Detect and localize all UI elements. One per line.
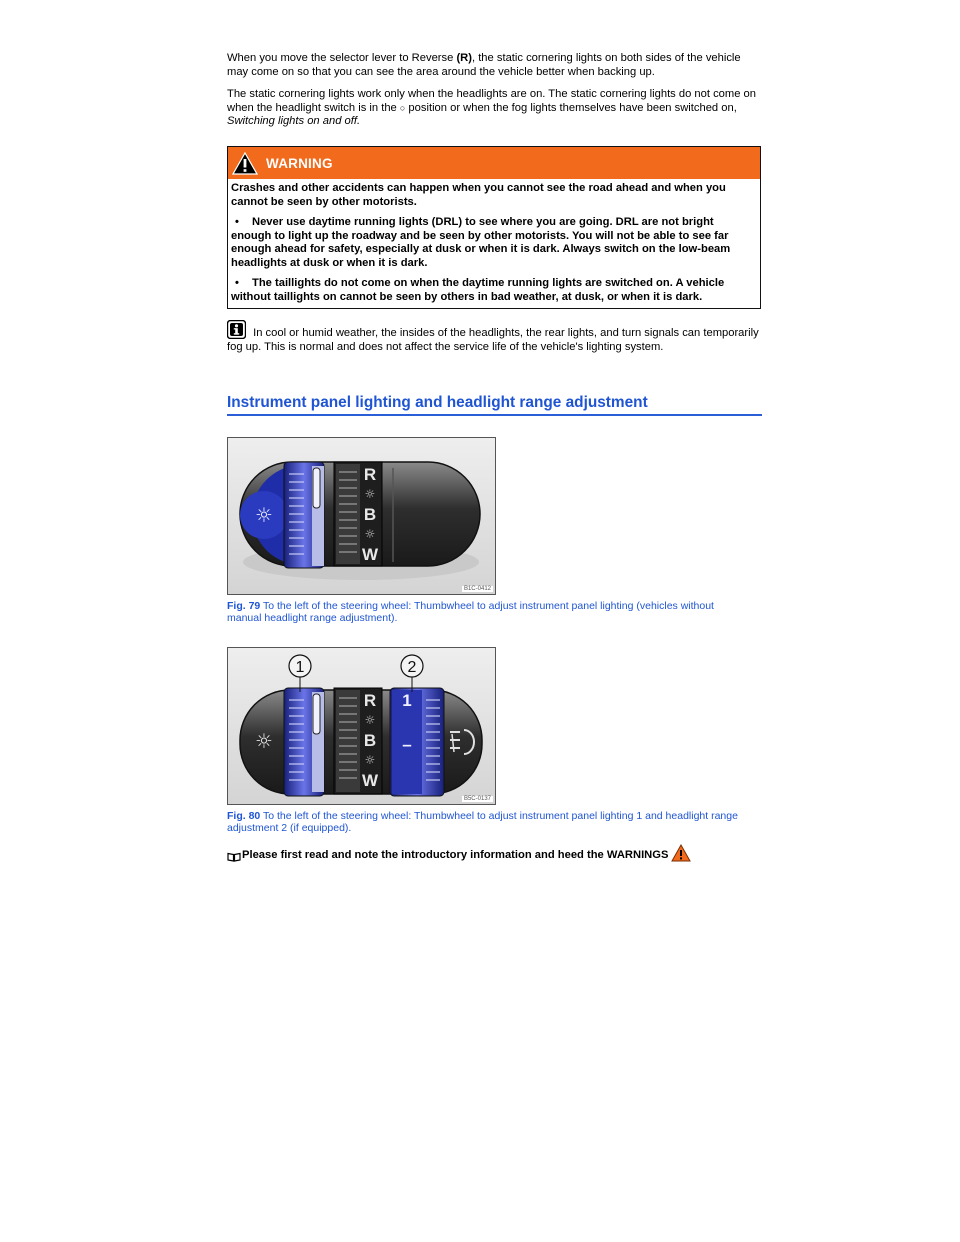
- note-text: In cool or humid weather, the insides of the headlights, the rear lights, and turn signals can temporarily fog up. This is normal and does not affect the service life of the vehicle's lighting system.: [227, 327, 759, 353]
- figure-label: Fig. 80: [227, 810, 261, 822]
- callout-2: 2: [407, 659, 417, 676]
- caption-text: To the left of the steering wheel: Thumbwheel to adjust instrument panel lighting (vehicles without manual headlight range adjustment).: [227, 600, 714, 624]
- warning-title: WARNING: [266, 155, 333, 171]
- figure-80-image: [227, 647, 496, 805]
- svg-text:☼: ☼: [364, 753, 376, 767]
- warning-triangle-icon[interactable]: [671, 844, 691, 862]
- position-label: W: [361, 771, 379, 790]
- caption-text: To the left of the steering wheel: Thumbwheel to adjust instrument panel lighting 1 and headlight range adjustment 2 (if equipped).: [227, 810, 738, 834]
- warning-body: [228, 179, 760, 308]
- bullet-text: The taillights do not come on when the daytime running lights are switched on. A vehicle without taillights on cannot be seen by others in bad weather, at dusk, or when it is dark.: [231, 277, 725, 303]
- headlight-off-symbol: ○: [399, 102, 406, 113]
- cross-reference-link[interactable]: Switching lights on and off.: [227, 115, 361, 127]
- paragraph-reverse: [227, 52, 762, 79]
- position-label: R: [363, 465, 377, 484]
- text: , the static cornering lights on both sides of the vehicle may come on so that you can see the area around the vehicle better when backing up.: [227, 52, 741, 78]
- note-paragraph: [227, 320, 762, 354]
- text: The static cornering lights work only when the headlights are on. The static cornering lights do not come on when the headlight switch is in the: [227, 88, 757, 114]
- range-mark: 1: [402, 691, 412, 710]
- warning-bullet: [231, 216, 756, 270]
- paragraph-cornering: [227, 88, 762, 129]
- position-label: W: [361, 545, 379, 564]
- reverse-label: (R): [456, 52, 472, 64]
- thumbwheel-illustration: [228, 648, 495, 804]
- svg-text:☼: ☼: [364, 487, 376, 501]
- thumbwheel-illustration: [228, 438, 495, 594]
- warning-box: [227, 146, 761, 309]
- bullet-text: Never use daytime running lights (DRL) to see where you are going. DRL are not bright enough to light up the roadway and be seen by other motorists. You will not be able to see far enough ahead for safety, especially at dusk or when it is dark. Always switch on the low-beam headlights at dusk or when it is dark.: [231, 216, 731, 269]
- warning-bullet: [231, 277, 756, 304]
- bullet-dot: •: [235, 216, 239, 228]
- bullet-dot: •: [235, 277, 239, 289]
- book-reference-icon: [227, 852, 241, 862]
- instruction-text: Please first read and note the introductory information and heed the WARNINGS: [242, 849, 669, 861]
- warning-intro: Crashes and other accidents can happen when you cannot see the road ahead and when you cannot be seen by other motorists.: [231, 182, 726, 208]
- svg-text:☼: ☼: [255, 729, 273, 753]
- figure-79-caption: [227, 600, 747, 624]
- range-mark: –: [402, 735, 412, 754]
- callout-1: 1: [295, 659, 305, 676]
- svg-text:☼: ☼: [255, 503, 273, 527]
- position-label: R: [363, 691, 377, 710]
- figure-label: Fig. 79: [227, 600, 261, 612]
- figure-79-image: [227, 437, 496, 595]
- read-first-instruction: [227, 844, 762, 862]
- figure-code: B5C-0137: [463, 796, 491, 802]
- section-heading: [227, 394, 762, 416]
- position-label: B: [363, 505, 377, 524]
- text: position or when the fog lights themselves have been switched on,: [405, 101, 737, 114]
- body-text: [227, 52, 762, 138]
- info-note-icon: [227, 320, 246, 339]
- svg-text:☼: ☼: [364, 713, 376, 727]
- figure-code: B1C-0412: [463, 586, 491, 592]
- svg-text:☼: ☼: [364, 527, 376, 541]
- warning-triangle-icon: [232, 152, 258, 175]
- section-title: Instrument panel lighting and headlight range adjustment: [227, 394, 648, 411]
- text: When you move the selector lever to Reverse: [227, 52, 457, 64]
- figure-80-caption: [227, 810, 747, 834]
- warning-header: [228, 147, 760, 179]
- position-label: B: [363, 731, 377, 750]
